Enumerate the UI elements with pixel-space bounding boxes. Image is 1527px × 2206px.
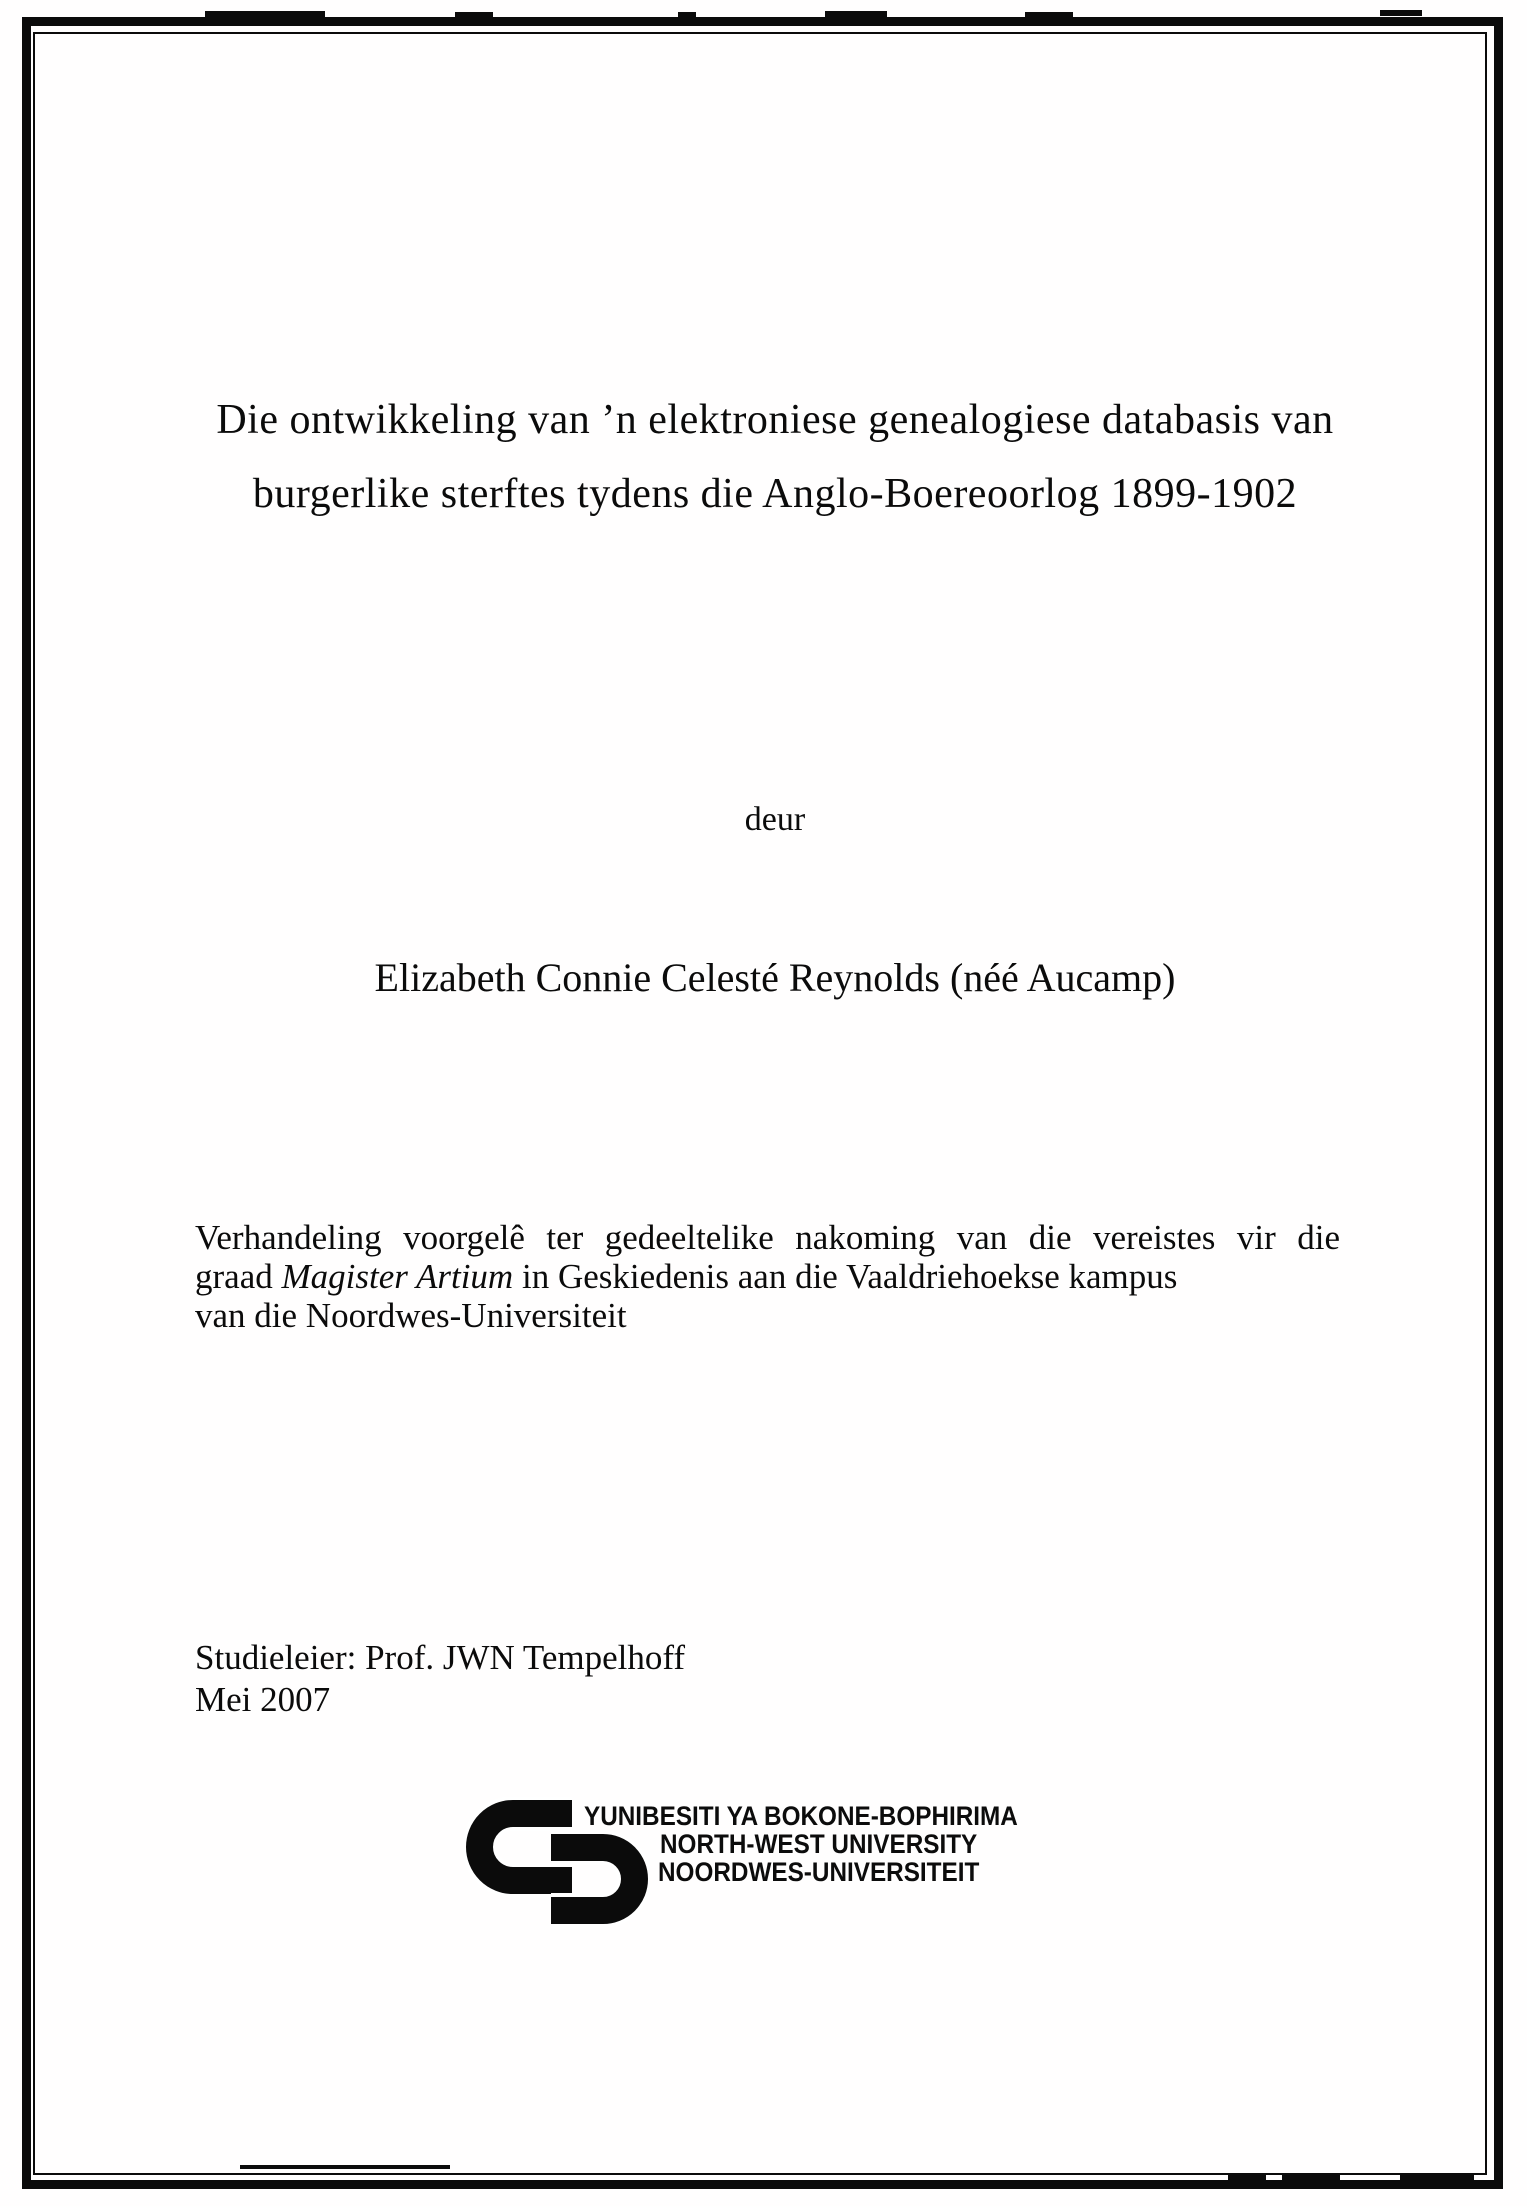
scan-artifact bbox=[205, 11, 325, 17]
degree-statement bbox=[195, 1218, 1340, 1335]
degree-statement-line1: Verhandeling voorgelê ter gedeeltelike nakoming van die vereistes vir die bbox=[195, 1218, 1340, 1257]
scan-artifact bbox=[1025, 12, 1073, 17]
scan-artifact bbox=[1380, 10, 1422, 16]
byline-label: deur bbox=[744, 801, 806, 838]
scan-artifact bbox=[1400, 2174, 1474, 2182]
scan-artifact bbox=[455, 12, 493, 17]
supervisor-block bbox=[195, 1637, 1095, 1721]
supervisor-line: Studieleier: Prof. JWN Tempelhoff bbox=[195, 1638, 686, 1677]
scan-artifact bbox=[1228, 2175, 1266, 2182]
logo-text-afrikaans: NOORDWES-UNIVERSITEIT bbox=[658, 1857, 980, 1887]
degree-statement-line2 bbox=[195, 1257, 1340, 1296]
thesis-title-line1: Die ontwikkeling van ’n elektroniese genealogiese databasis van bbox=[216, 397, 1334, 443]
degree-name-italic: Magister Artium bbox=[281, 1257, 514, 1296]
thesis-title bbox=[195, 383, 1355, 531]
degree-statement-line3: van die Noordwes-Universiteit bbox=[195, 1296, 627, 1335]
date-line: Mei 2007 bbox=[195, 1680, 331, 1719]
thesis-title-line2: burgerlike sterftes tydens die Anglo-Boereoorlog 1899-1902 bbox=[252, 471, 1298, 517]
scan-artifact bbox=[1282, 2175, 1340, 2182]
degree-statement-line2-prefix: graad bbox=[195, 1257, 282, 1296]
logo-text-setswana: YUNIBESITI YA BOKONE-BOPHIRIMA bbox=[584, 1801, 1018, 1831]
author-name: Elizabeth Connie Celesté Reynolds (néé Aucamp) bbox=[374, 955, 1176, 1000]
scan-artifact bbox=[825, 11, 887, 17]
scan-artifact bbox=[240, 2165, 450, 2169]
degree-statement-line2-suffix: in Geskiedenis aan die Vaaldriehoekse kampus bbox=[513, 1257, 1178, 1296]
scan-artifact bbox=[678, 12, 696, 17]
logo-text-english: NORTH-WEST UNIVERSITY bbox=[660, 1829, 978, 1859]
